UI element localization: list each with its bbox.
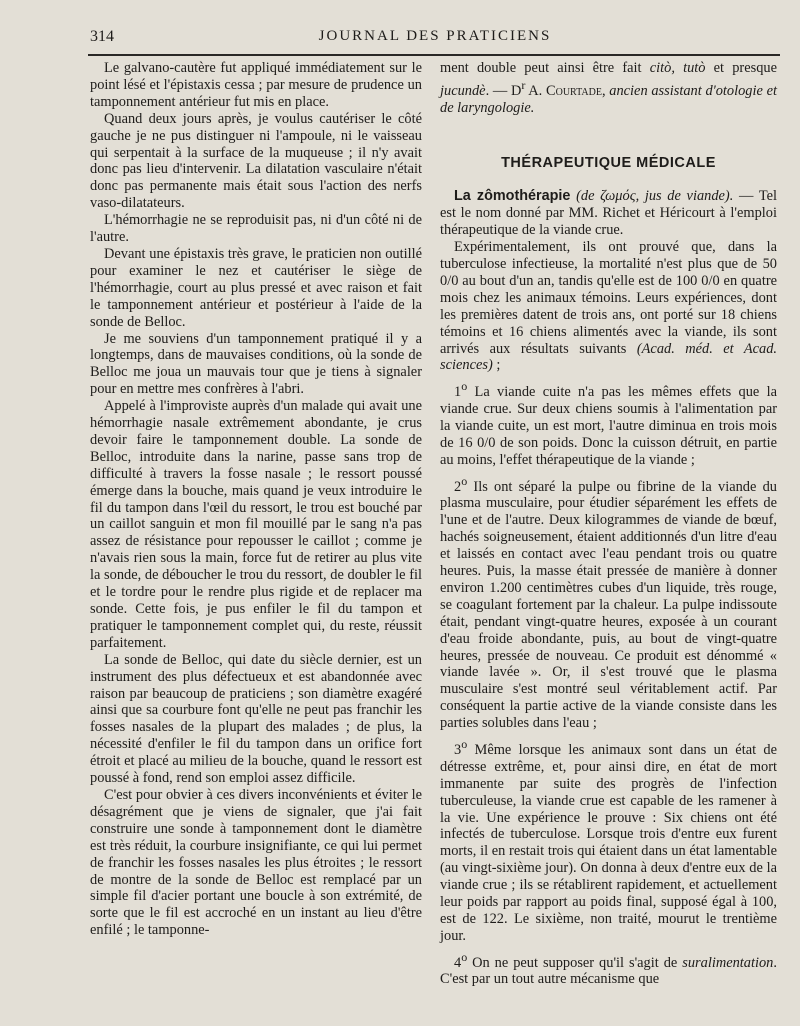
superscript: o — [461, 949, 468, 964]
text-run: ment double peut ainsi être fait — [440, 60, 650, 76]
left-column — [90, 60, 422, 939]
superscript: r — [521, 77, 526, 92]
paragraph: C'est pour obvier à ces divers inconvénients et éviter le désagrément que je viens de signaler, que j'ai fait construire une sonde à tamponnement dont le diamètre est très réduit, la courbure insignifiante, ce qui lui permet de franchir les fosses nasales les plus étroites ; le ressort de montre de la sonde de Belloc est remplacé par un simple fil d'acier portant une boucle à son extrémité, de sorte que le fil est accroché en un instant au lieu d'être enfilé ; le tamponne- — [90, 786, 422, 939]
paragraph — [440, 239, 777, 374]
text-run: . C'est par un tout autre mécanisme que — [440, 954, 777, 988]
italic-run: citò, tutò — [649, 60, 706, 76]
superscript: o — [461, 473, 468, 488]
item-number: 2 — [454, 478, 462, 495]
continued-paragraph — [440, 60, 777, 117]
item-number: 3 — [454, 741, 462, 758]
paragraph: Le galvano-cautère fut appliqué immédiatement sur le point lésé et l'épistaxis cessa ; par mesure de prudence un tamponnement antérieur fut mis en place. — [90, 60, 422, 110]
text-run: La viande cuite n'a pas les mêmes effets que la viande crue. Sur deux chiens soumis à l'alimentation par la viande cuite, un est mort, l'autre diminua en trois mois de 16 0/0 de son poids. Donc la cuisson détruit, en partie au moins, l'effet thérapeutique de la viande ; — [440, 384, 777, 468]
article-intro — [440, 188, 777, 239]
article-subtitle: (de ζωμός, jus de viande). — [570, 188, 734, 205]
text-run: , — [601, 82, 610, 99]
paragraph: Devant une épistaxis très grave, le praticien non outillé pour examiner le nez et cautériser le siège de l'hémorrhagie, court au plus pressé et avec raison et fait le tamponnement antérieur et postérieur à l'aide de la sonde de Belloc. — [90, 245, 422, 330]
page-header — [90, 28, 780, 52]
superscript: o — [461, 379, 468, 394]
article-title: La zômothérapie — [454, 188, 571, 205]
journal-title: JOURNAL DES PRATICIENS — [318, 28, 552, 44]
list-item — [440, 473, 777, 732]
list-item — [440, 378, 777, 468]
list-item — [440, 949, 777, 989]
paragraph: La sonde de Belloc, qui date du siècle dernier, est un instrument des plus défectueux et est abandonnée avec raison par beaucoup de praticiens ; son diamètre exagéré ainsi que sa courbure font qu'elle ne peut pas franchir les fosses nasales de la plupart des malades ; de plus, la nécessité d'enfiler le fil du tampon dans un orifice fort étroit et placé au milieu de la bouche, quand le ressort est poussé à fond, rend son emploi assez difficile. — [90, 651, 422, 787]
italic-run: suralimentation — [682, 954, 774, 971]
paragraph: Appelé à l'improviste auprès d'un malade qui avait une hémorrhagie nasale extrêmement abondante, je crus devoir faire le tamponnement double. La sonde de Belloc, introduite dans la narine, passe sans trop de difficulté à travers la fosse nasale ; le ressort poussé émerge dans la bouche, mais quand je veux introduire le fil du tampon dans l'œil du ressort, le trou est bouché par un caillot sanguin et mon fil mouillé par le sang n'a pas assez de résistance pour repousser le caillot ; comme je n'avais rien sous la main, force fut de retirer au plus vite la sonde, de déboucher le trou du ressort, de doubler le fil et le tordre pour le rendre plus rigide et de replacer ma sonde. Cette fois, je pus enfiler le fil du tampon et pratiquer le tamponnement complet qui, du reste, réussit parfaitement. — [90, 398, 422, 651]
paragraph: Je me souviens d'un tamponnement pratiqué il y a longtemps, dans de mauvaises conditions, où la sonde de Belloc me joua un mauvais tour que je tiens à signaler pour en mettre mes confrères à l'abri. — [90, 330, 422, 398]
paragraph: Quand deux jours après, je voulus cautériser le côté gauche je ne pus distinguer ni l'ampoule, ni le vaisseau qui serpentait à la surface de la muqueuse ; il n'y avait donc pas lieu d'intervenir. La dilatation vasculaire n'était donc pas permanente mais était sous l'action des nerfs vaso-dilatateurs. — [90, 110, 422, 212]
item-number: 4 — [454, 954, 462, 971]
header-rule — [88, 54, 780, 56]
text-run: et presque — [705, 60, 777, 76]
author-name: A. Courtade — [525, 82, 602, 99]
text-run: Même lorsque les animaux sont dans un état de détresse extrême, et, pour ainsi dire, en état de mort immanente par suite des progrès de l'infection tuberculeuse, la viande crue est capable de les ramener à la vie. Une expérience le prouve : Six chiens ont été infectés de tuberculose. Lorsque trois d'entre eux furent morts, il en restait trois qui étaient dans un état lamentable (au vingt-sixième jour). On donna à deux d'entre eux de la viande crue ; ils se rétablirent rapidement, et actuellement leur poids par rapport au poids final, supposé égal à 100, est de 122. Le sixième, non traité, mourut le trentième jour. — [440, 741, 777, 944]
section-heading: THÉRAPEUTIQUE MÉDICALE — [501, 154, 716, 171]
text-run: On ne peut supposer qu'il s'agit de — [467, 954, 683, 971]
text-run: Ils ont séparé la pulpe ou fibrine de la viande du plasma musculaire, pour étudier séparément les effets de l'une et de l'autre. Deux kilogrammes de viande de bœuf, hachés soigneusement, étaient additionnés d'un litre d'eau et laissés en contact avec l'eau pendant trois ou quatre heures. Puis, la masse était pressée de manière à donner environ 1.200 centimètres cubes d'un liquide, très rouge, se coagulant fortement par la chaleur. La pulpe indissoute était, pendant vingt-quatre heures, exposée à un courant d'eau froide abondante, puis, au bout de vingt-quatre heures, pressée de nouveau. Ce produit est dénommé « viande lavée ». Or, il s'est trouvé que le plasma musculaire s'est montré seul véritablement actif. Par conséquent la partie active de la viande consiste dans les parties solubles dans l'eau ; — [440, 478, 777, 732]
italic-run: jucundè — [440, 82, 486, 99]
text-run: — — [733, 188, 754, 205]
text-run: Expérimentalement, ils ont prouvé que, dans la tuberculose infectieuse, la mortalité n'est plus que de 50 0/0 au bout d'un an, tandis qu'elle est de 100 0/0 en quatre mois chez les animaux témoins. Leurs expériences, dont les premières datent de trois ans, ont porté sur 18 chiens témoins et 16 chiens alimentés avec la viande, ils sont arrivés aux résultats suivants — [440, 239, 777, 357]
superscript: o — [461, 737, 468, 752]
right-column — [440, 60, 777, 988]
page-number: 314 — [90, 28, 114, 45]
list-item — [440, 736, 777, 945]
text-run: . — D — [485, 82, 522, 99]
paragraph: L'hémorrhagie ne se reproduisit pas, ni d'un côté ni de l'autre. — [90, 212, 422, 246]
citation: (Acad. méd. et Acad. sciences) — [440, 340, 777, 374]
text-run: Tel est le nom donné par MM. Richet et Héricourt à l'emploi thérapeutique de la viande crue. — [440, 188, 777, 239]
author-affiliation: ancien assistant d'otologie et de laryngologie. — [440, 82, 777, 116]
text-run: ; — [492, 357, 501, 374]
item-number: 1 — [454, 384, 462, 401]
